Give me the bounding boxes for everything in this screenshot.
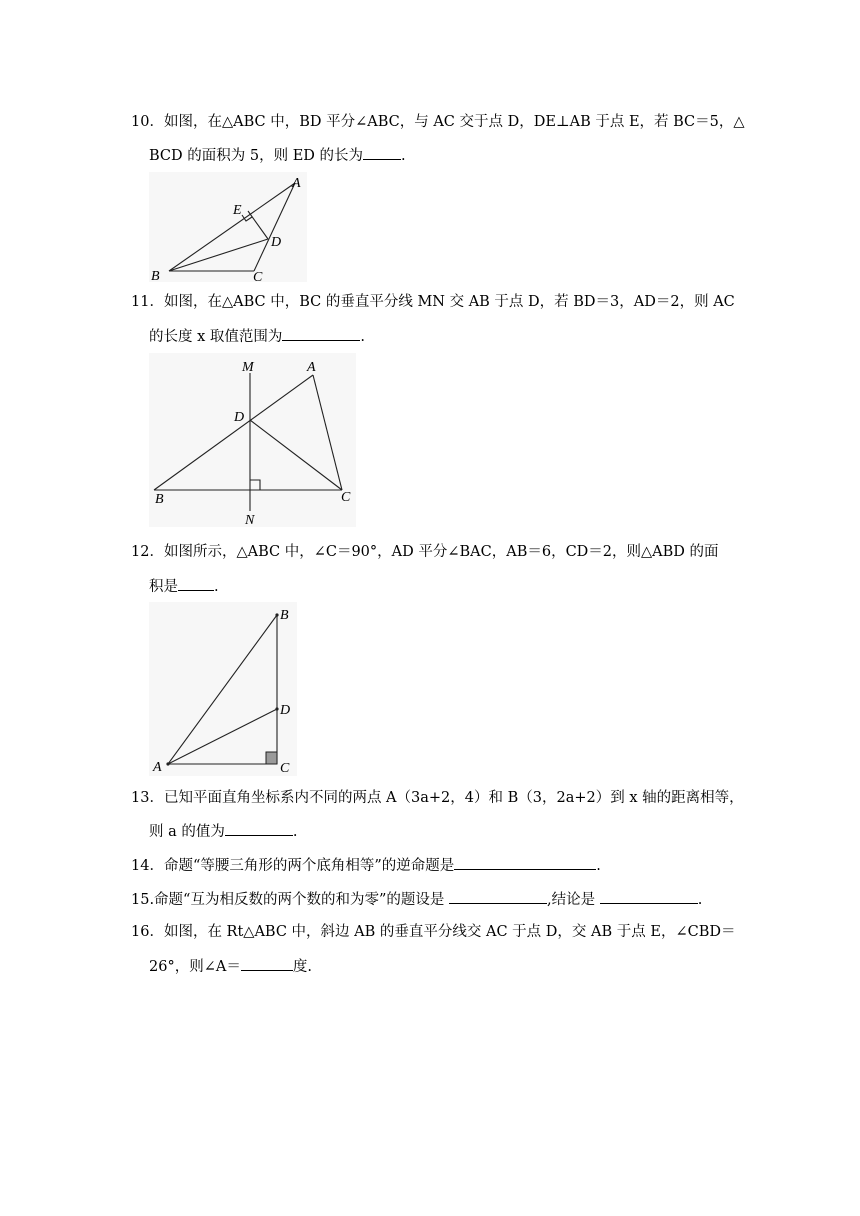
q10-label-e: E (233, 203, 242, 218)
q10-line2-text: BCD 的面积为 5，则 ED 的长为 (149, 148, 364, 164)
q13-line2 (149, 821, 297, 842)
q10-label-d: D (271, 235, 282, 250)
q11-line2-end: . (360, 329, 366, 345)
q10-line2 (149, 145, 406, 166)
q16-line2 (149, 956, 312, 977)
q10-line2-end: . (401, 148, 406, 164)
q12-line1: 12．如图所示，△ABC 中，∠C＝90°，AD 平分∠BAC，AB＝6，CD＝2，则△ABD 的面 (131, 544, 719, 560)
q15-text2: ,结论是 (547, 892, 596, 908)
q11-line2-text: 的长度 x 取值范围为 (149, 329, 283, 345)
q12-label-a: A (153, 760, 162, 775)
q12-line2-end: . (214, 579, 219, 595)
q12-line2 (149, 576, 219, 597)
q14-text: 14．命题“等腰三角形的两个底角相等”的逆命题是 (131, 858, 455, 874)
q11-figure (149, 353, 356, 527)
q15-conclusion-blank[interactable] (600, 889, 698, 904)
q15-text1: 15.命题“互为相反数的两个数的和为零”的题设是 (131, 892, 445, 908)
q13-line2-text: 则 a 的值为 (149, 824, 225, 840)
q12-label-d: D (280, 703, 291, 718)
q12-figure (149, 602, 297, 776)
q12-label-c: C (280, 761, 290, 776)
q10-answer-blank[interactable] (363, 145, 401, 160)
q15-line (131, 889, 702, 910)
q10-figure (149, 172, 307, 282)
q16-line1: 16．如图，在 Rt△ABC 中，斜边 AB 的垂直平分线交 AC 于点 D，交 AB 于点 E，∠CBD＝ (131, 924, 736, 940)
q12-label-b: B (280, 608, 289, 623)
q10-label-b: B (151, 269, 160, 282)
q15-premise-blank[interactable] (449, 889, 547, 904)
q15-end: . (697, 892, 703, 908)
q14-end: . (596, 858, 601, 874)
q11-label-c: C (341, 490, 351, 505)
q14-line (131, 855, 601, 876)
q16-line2-text: 26°，则∠A＝ (149, 959, 241, 975)
q10-label-a: A (292, 176, 301, 191)
q12-answer-blank[interactable] (178, 576, 214, 591)
q11-label-n: N (245, 513, 255, 527)
q10-line1: 10．如图，在△ABC 中，BD 平分∠ABC，与 AC 交于点 D，DE⊥AB 于点 E，若 BC＝5，△ (131, 114, 745, 130)
q10-label-c: C (253, 270, 263, 282)
q14-answer-blank[interactable] (454, 855, 596, 870)
q11-answer-blank[interactable] (282, 326, 360, 341)
q16-line2-end: 度. (292, 959, 312, 975)
q13-answer-blank[interactable] (225, 821, 293, 836)
q11-line1: 11．如图，在△ABC 中，BC 的垂直平分线 MN 交 AB 于点 D，若 BD＝3，AD＝2，则 AC (131, 294, 735, 310)
q13-line1: 13．已知平面直角坐标系内不同的两点 A（3a+2，4）和 B（3，2a+2）到 x 轴的距离相等， (131, 790, 744, 806)
q11-label-d: D (234, 410, 245, 425)
q12-line2-text: 积是 (149, 579, 178, 595)
q11-line2 (149, 326, 365, 347)
q11-label-a: A (307, 360, 316, 375)
q13-line2-end: . (292, 824, 298, 840)
q11-label-m: M (242, 360, 254, 375)
q16-answer-blank[interactable] (241, 956, 293, 971)
q11-label-b: B (155, 492, 164, 507)
